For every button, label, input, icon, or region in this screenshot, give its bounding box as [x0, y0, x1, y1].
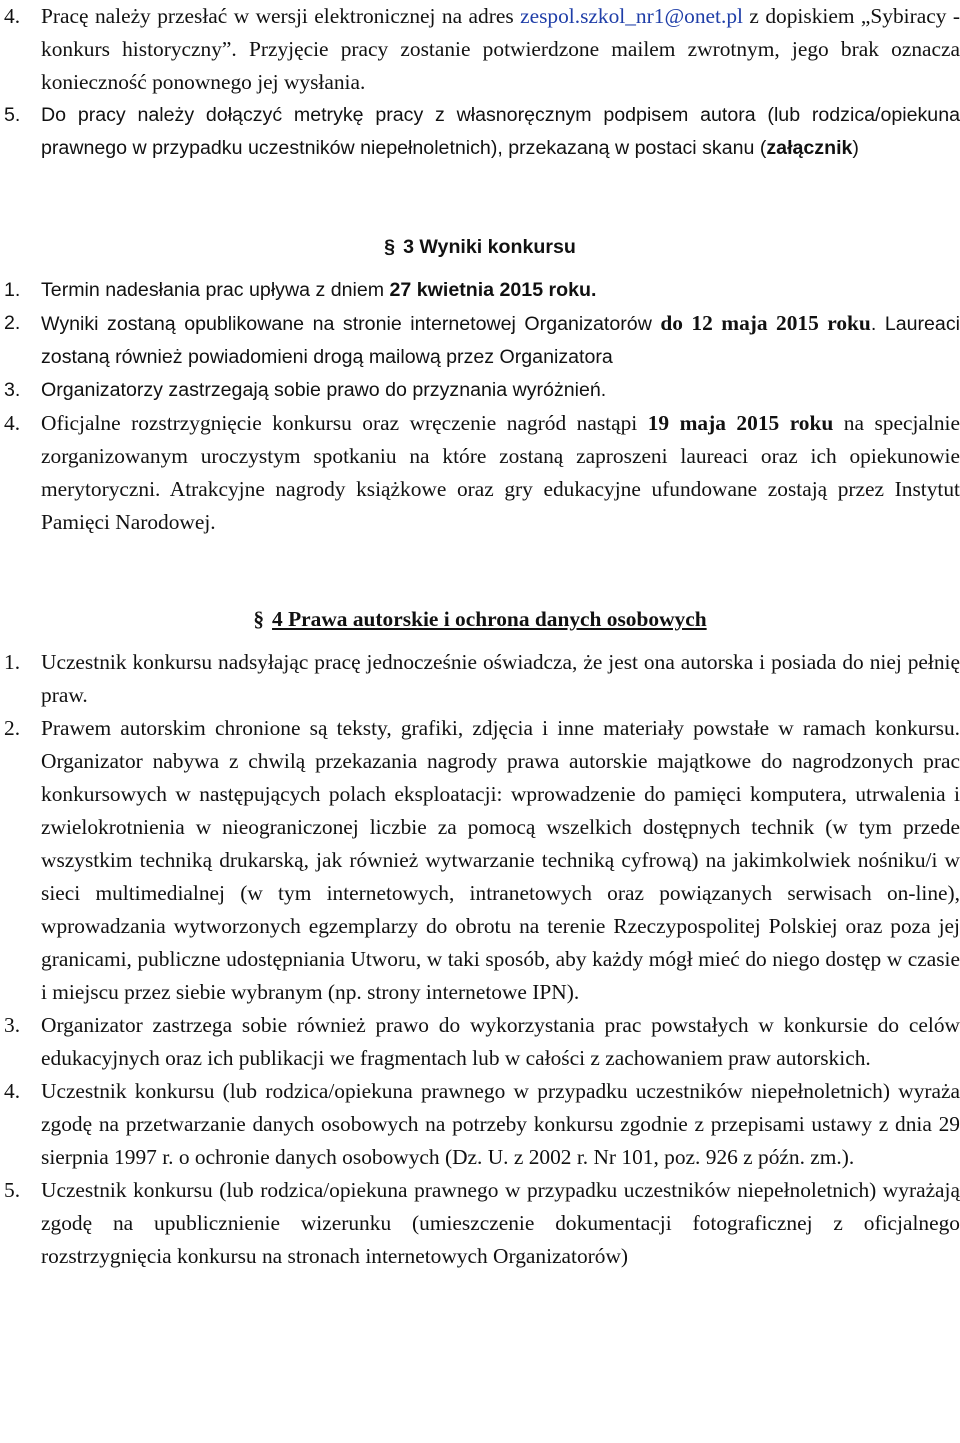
item-text: Organizator zastrzega sobie również prawo do wykorzystania prac powstałych w konkursie do celów edukacyjnych oraz ich publikacji we fragmentach lub w całości z zachowaniem praw autorskich. — [41, 1013, 960, 1070]
item-number: 1. — [4, 279, 21, 301]
list-item — [4, 712, 960, 1009]
section-title: 4 Prawa autorskie i ochrona danych osobowych — [272, 607, 707, 631]
deadline-date: 27 kwietnia 2015 roku. — [389, 279, 597, 301]
item-text: Uczestnik konkursu (lub rodzica/opiekuna prawnego w przypadku uczestników niepełnoletnich) wyrażają zgodę na upublicznienie wizerunku (umieszczenie dokumentacji fotograficznej z oficjalnego rozstrzygnięcia konkursu na stronach internetowych Organizatorów) — [41, 1178, 960, 1268]
item-text: Uczestnik konkursu (lub rodzica/opiekuna prawnego w przypadku uczestników niepełnoletnich) wyraża zgodę na przetwarzanie danych osobowych na potrzeby konkursu zgodnie z przepisami ustawy z dnia 29 sierpnia 1997 r. o ochronie danych osobowych (Dz. U. z 2002 r. Nr 101, poz. 926 z późn. zm.). — [41, 1079, 960, 1169]
section-title: 3 Wyniki konkursu — [403, 236, 576, 258]
item-text: ) — [852, 137, 859, 159]
item-text: . Laureaci zostaną również powiadomieni drogą mailową przez Organizatora — [41, 313, 960, 368]
item-number: 5. — [4, 1178, 21, 1202]
list-item — [4, 646, 960, 712]
item-number: 2. — [4, 312, 21, 334]
item-number: 1. — [4, 650, 21, 674]
list-item — [4, 0, 960, 99]
item-number: 2. — [4, 716, 21, 740]
item-number: 3. — [4, 379, 21, 401]
item-text: Organizatorzy zastrzegają sobie prawo do przyznania wyróżnień. — [41, 379, 607, 401]
item-text: Termin nadesłania prac upływa z dniem — [41, 279, 390, 301]
paragraph-mark: § — [253, 607, 265, 631]
section-4-heading — [0, 603, 960, 636]
list-item — [4, 99, 960, 165]
item-text: Pracę należy przesłać w wersji elektronicznej na adres — [41, 4, 521, 28]
item-number: 4. — [4, 4, 21, 28]
section-3-heading — [0, 231, 960, 264]
section-4-list — [4, 646, 960, 1273]
item-text: Do pracy należy dołączyć metrykę pracy z własnoręcznym podpisem autora (lub rodzica/opiekuna prawnego w przypadku uczestników niepełnoletnich), przekazaną w postaci skanu ( — [41, 104, 960, 159]
paragraph-mark: § — [384, 236, 396, 258]
list-item — [4, 1174, 960, 1273]
results-date: do 12 maja 2015 roku — [660, 311, 871, 335]
email-link[interactable]: zespol.szkol_nr1@onet.pl — [520, 4, 743, 28]
item-text: Wyniki zostaną opublikowane na stronie internetowej Organizatorów — [41, 313, 661, 335]
ceremony-date: 19 maja 2015 roku — [647, 411, 834, 435]
item-text: Oficjalne rozstrzygnięcie konkursu oraz wręczenie nagród nastąpi — [41, 411, 648, 435]
attachment-label: załącznik — [766, 137, 853, 159]
item-text: z dopiskiem „Sybiracy - konkurs historyczny”. Przyjęcie pracy zostanie potwierdzone mailem zwrotnym, jego brak oznacza konieczność ponownego jej wysłania. — [41, 4, 960, 94]
item-text: Prawem autorskim chronione są teksty, grafiki, zdjęcia i inne materiały powstałe w ramach konkursu. Organizator nabywa z chwilą przekazania nagrody prawa autorskie majątkowe do nagrodzonych prac konkursowych w następujących polach eksploatacji: wprowadzenie do pamięci komputera, utrwalenia i zwielokrotnienia w nieograniczonej liczbie za pomocą wszelkich dostępnych technik (w tym przede wszystkim techniką drukarską, jak również wytwarzanie techniką cyfrową) na jakimkolwiek nośniku/i w sieci multimedialnej (w tym internetowych, intranetowych oraz powiązanych serwisach on-line), wprowadzania wytworzonych egzemplarzy do obrotu na terenie Rzeczypospolitej Polskiej oraz poza jej granicami, publiczne udostępniania Utworu, w taki sposób, aby każdy mógł mieć do niego dostęp w czasie i miejscu przez siebie wybranym (np. strony internetowe IPN). — [41, 716, 960, 1004]
item-number: 4. — [4, 1079, 21, 1103]
list-item — [4, 307, 960, 374]
list-item — [4, 1075, 960, 1174]
item-text: na specjalnie zorganizowanym uroczystym spotkaniu na które zostaną zaproszeni laureaci oraz ich opiekunowie merytoryczni. Atrakcyjne nagrody książkowe oraz gry edukacyjne ufundowane zostają przez Instytut Pamięci Narodowej. — [41, 411, 960, 534]
item-number: 4. — [4, 411, 21, 435]
item-number: 3. — [4, 1013, 21, 1037]
item-number: 5. — [4, 104, 21, 126]
list-item — [4, 1009, 960, 1075]
list-item — [4, 274, 960, 307]
list-item — [4, 407, 960, 539]
previous-section-list — [4, 0, 960, 165]
list-item — [4, 374, 960, 407]
item-text: Uczestnik konkursu nadsyłając pracę jednocześnie oświadcza, że jest ona autorska i posiada do niej pełnię praw. — [41, 650, 960, 707]
section-3-list — [4, 274, 960, 539]
